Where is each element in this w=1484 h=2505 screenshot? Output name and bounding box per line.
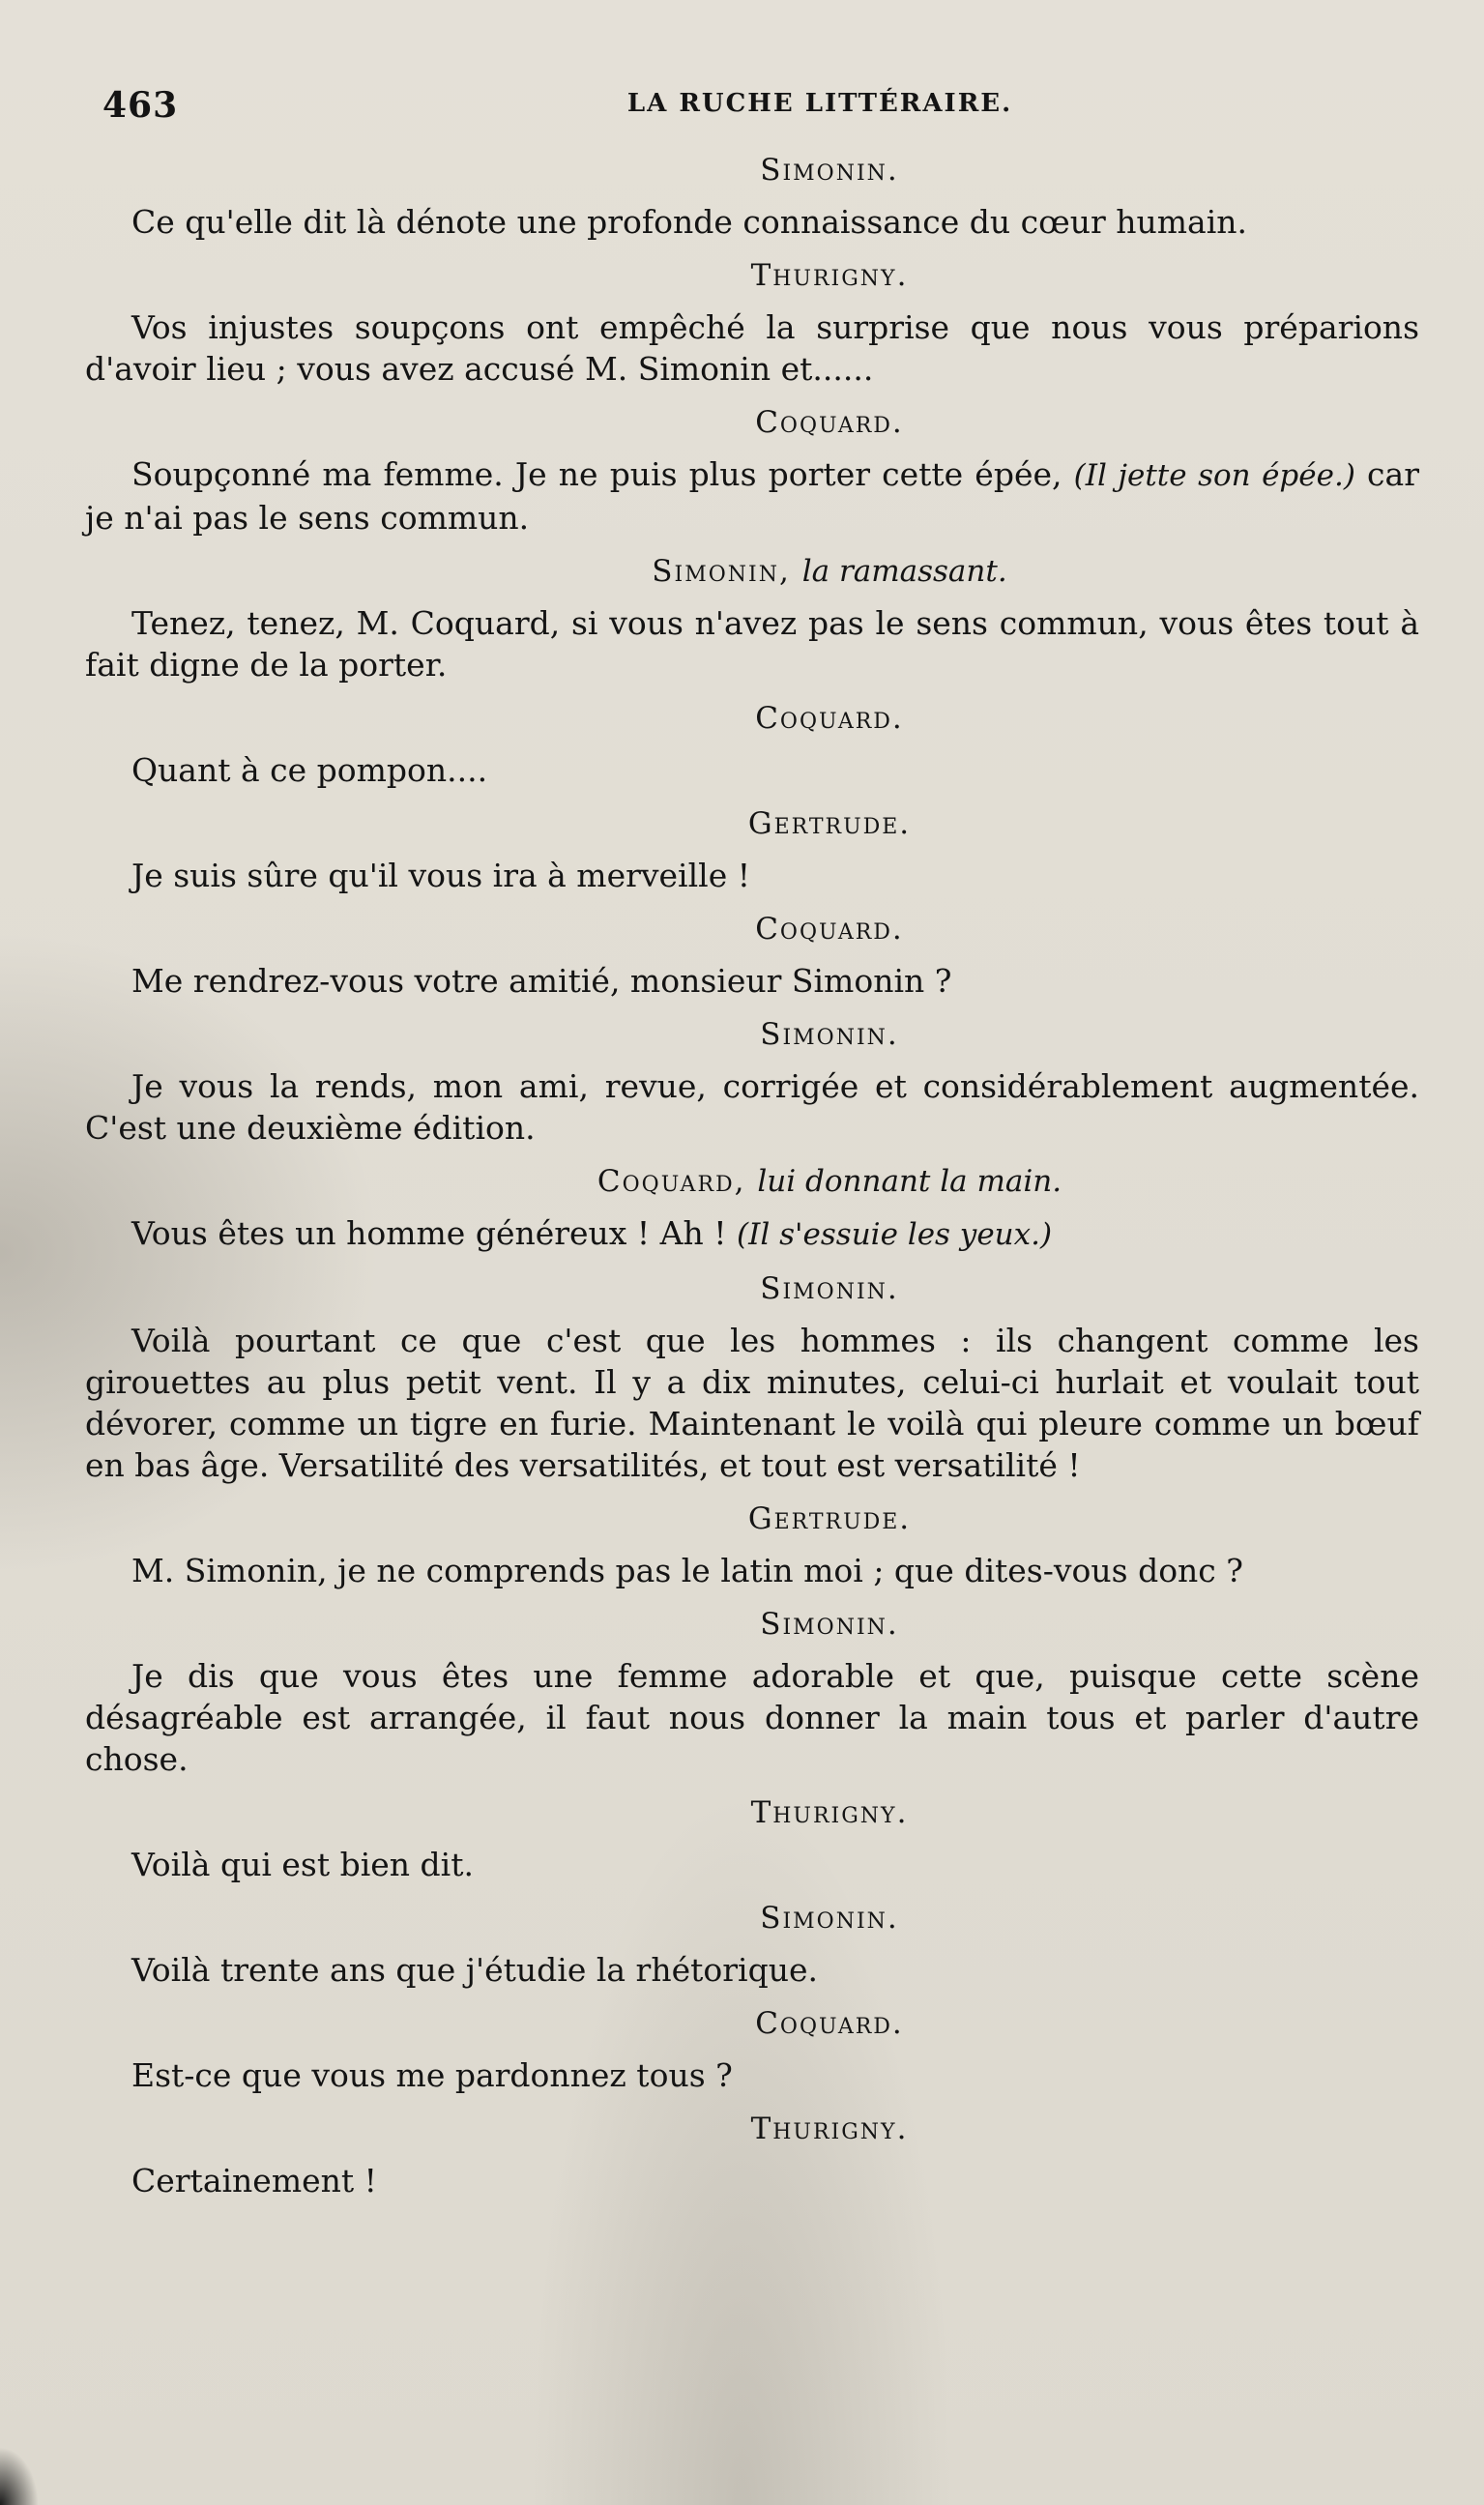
speaker-name [85,802,1419,845]
speaker-name [85,1267,1419,1310]
stage-direction: (Il s'essuie les yeux.) [737,1217,1053,1252]
speech-text: Voilà trente ans que j'étudie la rhétorique. [131,1951,818,1989]
speaker-label: Simonin. [760,1271,899,1306]
speaker-name [85,1160,1419,1203]
speech-line [85,960,1419,1002]
scan-artifact [0,2447,39,2505]
speaker-label: Thurigny. [750,258,909,293]
speech-text: Est-ce que vous me pardonnez tous ? [131,2056,733,2094]
speech-line [85,749,1419,791]
speaker-name [85,1013,1419,1056]
speaker-label: Gertrude. [747,806,912,841]
speech-text: Soupçonné ma femme. Je ne puis plus porter cette épée, [131,455,1062,493]
speaker-name [85,2108,1419,2150]
speech-text: Je dis que vous êtes une femme adorable et que, puisque cette scène désagréable est arrangée, il faut nous donner la main tous et parler d'autre chose. [85,1657,1419,1778]
speaker-label: Coquard, [597,1164,746,1199]
speaker-label: Thurigny. [750,1795,909,1830]
speaker-label: Coquard. [755,912,904,947]
speaker-name [85,149,1419,191]
speech-line [85,1550,1419,1591]
speech-text: Ce qu'elle dit là dénote une profonde connaissance du cœur humain. [131,203,1248,241]
speech-line [85,1212,1419,1256]
speaker-name [85,550,1419,593]
speech-text: Vous êtes un homme généreux ! Ah ! [131,1214,727,1252]
speech-line [85,453,1419,539]
speaker-name [85,1897,1419,1939]
speech-text: Voilà pourtant ce que c'est que les hommes : ils changent comme les girouettes au plus petit vent. Il y a dix minutes, celui-ci hurlait et voulait tout dévorer, comme un tigre en furie. Maintenant le voilà qui pleure comme un bœuf en bas âge. Versatilité des versatilités, et tout est versatilité ! [85,1322,1419,1484]
speech-text: Voilà qui est bien dit. [131,1846,474,1883]
speech-line [85,1655,1419,1780]
speaker-label: Simonin. [760,153,899,188]
speech-line [85,602,1419,685]
speaker-name [85,1498,1419,1540]
speech-text: Je vous la rends, mon ami, revue, corrigée et considérablement augmentée. C'est une deuxième édition. [85,1067,1419,1147]
speaker-label: Gertrude. [747,1501,912,1536]
speech-text: Vos injustes soupçons ont empêché la surprise que nous vous préparions d'avoir lieu ; vous avez accusé M. Simonin et...... [85,308,1419,388]
speech-text: Certainement ! [131,2162,377,2199]
speaker-name [85,908,1419,950]
running-title: LA RUCHE LITTÉRAIRE. [626,89,1013,118]
speech-line [85,1320,1419,1486]
stage-direction: (Il jette son épée.) [1073,458,1355,493]
speaker-label: Coquard. [755,2006,904,2041]
speaker-label: Coquard. [755,701,904,736]
speaker-label: Simonin. [760,1901,899,1936]
speech-text: Je suis sûre qu'il vous ira à merveille ! [131,857,751,894]
speech-text: Tenez, tenez, M. Coquard, si vous n'avez pas le sens commun, vous êtes tout à fait digne de la porter. [85,604,1419,684]
speech-text-continued: car je n'ai pas le sens commun. [85,455,1419,537]
page-header [85,85,1419,130]
speech-line [85,306,1419,390]
speaker-label: Thurigny. [750,2112,909,2146]
speech-line [85,201,1419,243]
speech-line [85,1949,1419,1991]
speech-line [85,1065,1419,1149]
speech-line [85,1844,1419,1885]
speaker-label: Simonin, [652,554,791,589]
speaker-label: Simonin. [760,1017,899,1052]
stage-direction: la ramassant. [801,554,1007,589]
speaker-name [85,254,1419,297]
speaker-name [85,2002,1419,2045]
speech-text: Me rendrez-vous votre amitié, monsieur Simonin ? [131,962,952,1000]
dialogue [85,149,1419,2201]
page-number: 463 [102,85,179,126]
speech-text: M. Simonin, je ne comprends pas le latin moi ; que dites-vous donc ? [131,1552,1243,1589]
speech-line [85,2160,1419,2201]
speaker-name [85,697,1419,740]
speech-line [85,2054,1419,2096]
speaker-label: Coquard. [755,405,904,440]
speech-line [85,855,1419,896]
page-content [85,85,1419,2201]
stage-direction: lui donnant la main. [757,1164,1062,1199]
speaker-label: Simonin. [760,1607,899,1642]
speech-text: Quant à ce pompon.... [131,751,488,789]
speaker-name [85,1791,1419,1834]
speaker-name [85,401,1419,444]
speaker-name [85,1603,1419,1646]
